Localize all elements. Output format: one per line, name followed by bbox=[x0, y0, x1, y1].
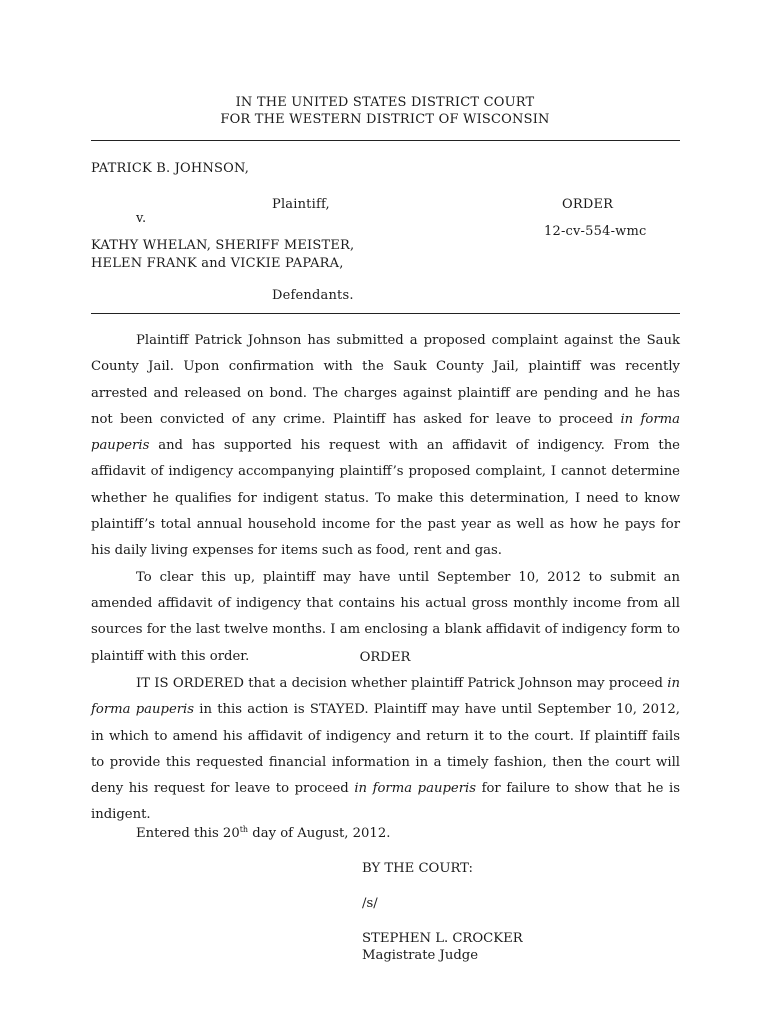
document-title: ORDER bbox=[562, 197, 614, 212]
italic-phrase: in forma pauperis bbox=[91, 411, 680, 454]
case-number: 12-cv-554-wmc bbox=[544, 224, 647, 239]
date-superscript: th bbox=[239, 825, 249, 834]
defendants-role: Defendants. bbox=[272, 288, 354, 303]
defendants-line1: KATHY WHELAN, SHERIFF MEISTER, bbox=[91, 238, 355, 253]
order-paragraph: IT IS ORDERED that a decision whether plaintiff Patrick Johnson may proceed in forma pauperis in this action is STAYED. Plaintiff may have until September 10, 2012, in which to amend his affidavit of indigency and return it to the court. If plaintiff fails to provide this requested financial information in a timely fashion, then the court will deny his request for leave to proceed in forma pauperis for failure to show that he is indigent. bbox=[91, 676, 680, 823]
header-rule bbox=[91, 140, 680, 141]
caption-rule bbox=[91, 313, 680, 314]
judge-name: STEPHEN L. CROCKER bbox=[362, 931, 523, 946]
judge-title: Magistrate Judge bbox=[362, 948, 479, 963]
body-text bbox=[91, 328, 680, 670]
order-heading: ORDER bbox=[359, 650, 411, 665]
order-text bbox=[91, 671, 680, 829]
paragraph-2: To clear this up, plaintiff may have until September 10, 2012 to submit an amended affidavit of indigency that contains his actual gross monthly income from all sources for the last twelve months. I am enclosing a blank affidavit of indigency form to plaintiff with this order. bbox=[91, 569, 680, 664]
signature-slash: /s/ bbox=[362, 896, 378, 911]
versus: v. bbox=[136, 211, 147, 226]
plaintiff-role: Plaintiff, bbox=[272, 197, 330, 212]
paragraph-1: Plaintiff Patrick Johnson has submitted a proposed complaint against the Sauk County Jail. Upon confirmation with the Sauk County Jail, plaintiff was recently arrested and released on bond. The charges against plaintiff are pending and he has not been convicted of any crime. Plaintiff has asked for leave to proceed in forma pauperis and has supported his request with an affidavit of indigency. From the affidavit of indigency accompanying plaintiff’s proposed complaint, I cannot determine whether he qualifies for indigent status. To make this determination, I need to know plaintiff’s total annual household income for the past year as well as how he pays for his daily living expenses for items such as food, rent and gas. bbox=[91, 333, 680, 559]
italic-phrase: in forma pauperis bbox=[354, 781, 477, 797]
defendants-line2: HELEN FRANK and VICKIE PAPARA, bbox=[91, 256, 344, 271]
italic-phrase: in forma pauperis bbox=[91, 676, 680, 718]
court-name-line2: FOR THE WESTERN DISTRICT OF WISCONSIN bbox=[220, 112, 550, 127]
plaintiff-name: PATRICK B. JOHNSON, bbox=[91, 161, 250, 176]
by-the-court: BY THE COURT: bbox=[362, 861, 473, 876]
entered-date: Entered this 20th day of August, 2012. bbox=[136, 825, 391, 841]
court-name-line1: IN THE UNITED STATES DISTRICT COURT bbox=[235, 95, 535, 110]
